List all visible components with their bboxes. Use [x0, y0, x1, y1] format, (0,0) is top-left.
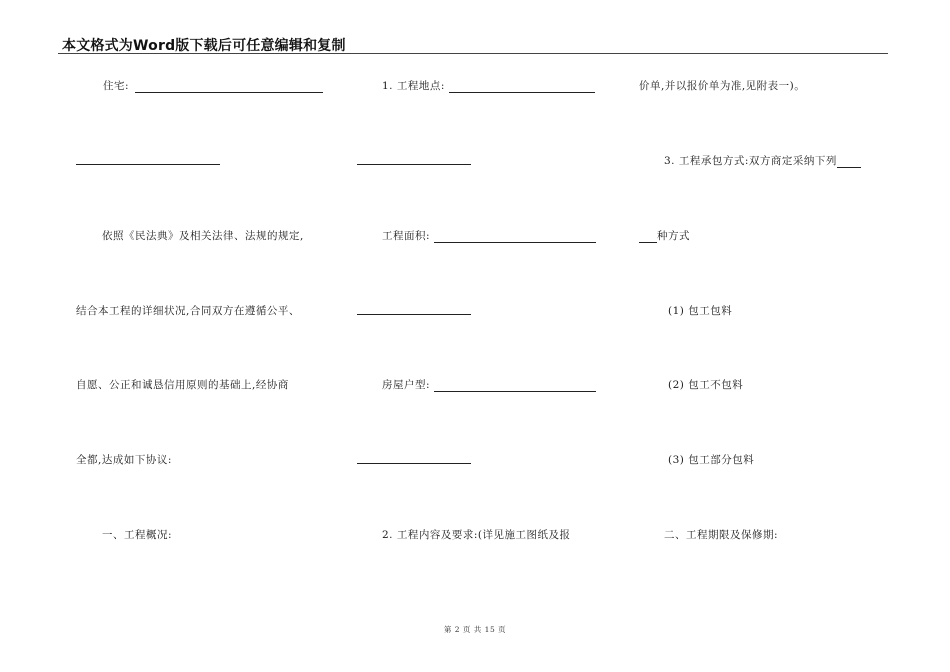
method-suffix-label: 种方式 [657, 230, 690, 242]
col2-blank-line-3 [357, 463, 471, 464]
col2-blank-line-2 [357, 314, 471, 315]
location-label: 1. 工程地点: [382, 80, 445, 92]
page-header-title: 本文格式为Word版下载后可任意编辑和复制 [62, 38, 346, 54]
location-blank [449, 80, 595, 93]
option-1: (1) 包工包料 [668, 305, 733, 317]
page-footer: 第 2 页 共 15 页 [443, 625, 507, 634]
house-type-label: 房屋户型: [382, 379, 431, 391]
col1-para4: 全都,达成如下协议: [76, 454, 172, 466]
area-line [382, 229, 596, 243]
content-line: 2. 工程内容及要求:(详见施工图纸及报 [382, 529, 571, 541]
house-type-line [382, 378, 596, 392]
section1-heading: 一、工程概况: [102, 529, 173, 541]
house-type-blank [434, 379, 596, 392]
residence-blank [135, 80, 323, 93]
location-line [382, 79, 595, 93]
col1-para2: 结合本工程的详细状况,合同双方在遵循公平、 [76, 305, 300, 317]
price-note: 价单,并以报价单为准,见附表一)。 [639, 80, 806, 92]
option-3: (3) 包工部分包料 [668, 454, 755, 466]
residence-line [103, 79, 323, 93]
method-label: 3. 工程承包方式:双方商定采纳下列 [664, 155, 837, 167]
col1-para1: 依照《民法典》及相关法律、法规的规定, [102, 230, 304, 242]
col1-para3: 自愿、公正和诚恳信用原则的基础上,经协商 [76, 379, 289, 391]
area-label: 工程面积: [382, 230, 431, 242]
area-blank [434, 230, 596, 243]
option-2: (2) 包工不包料 [668, 379, 744, 391]
method-line [664, 154, 861, 168]
col2-blank-line-1 [357, 164, 471, 165]
method-suffix-blank [639, 230, 657, 243]
residence-label: 住宅: [103, 80, 130, 92]
method-blank [837, 155, 861, 168]
col1-blank-line [76, 164, 220, 165]
section2-heading: 二、工程期限及保修期: [664, 529, 779, 541]
header-rule [58, 53, 888, 54]
method-suffix-line [639, 229, 690, 243]
